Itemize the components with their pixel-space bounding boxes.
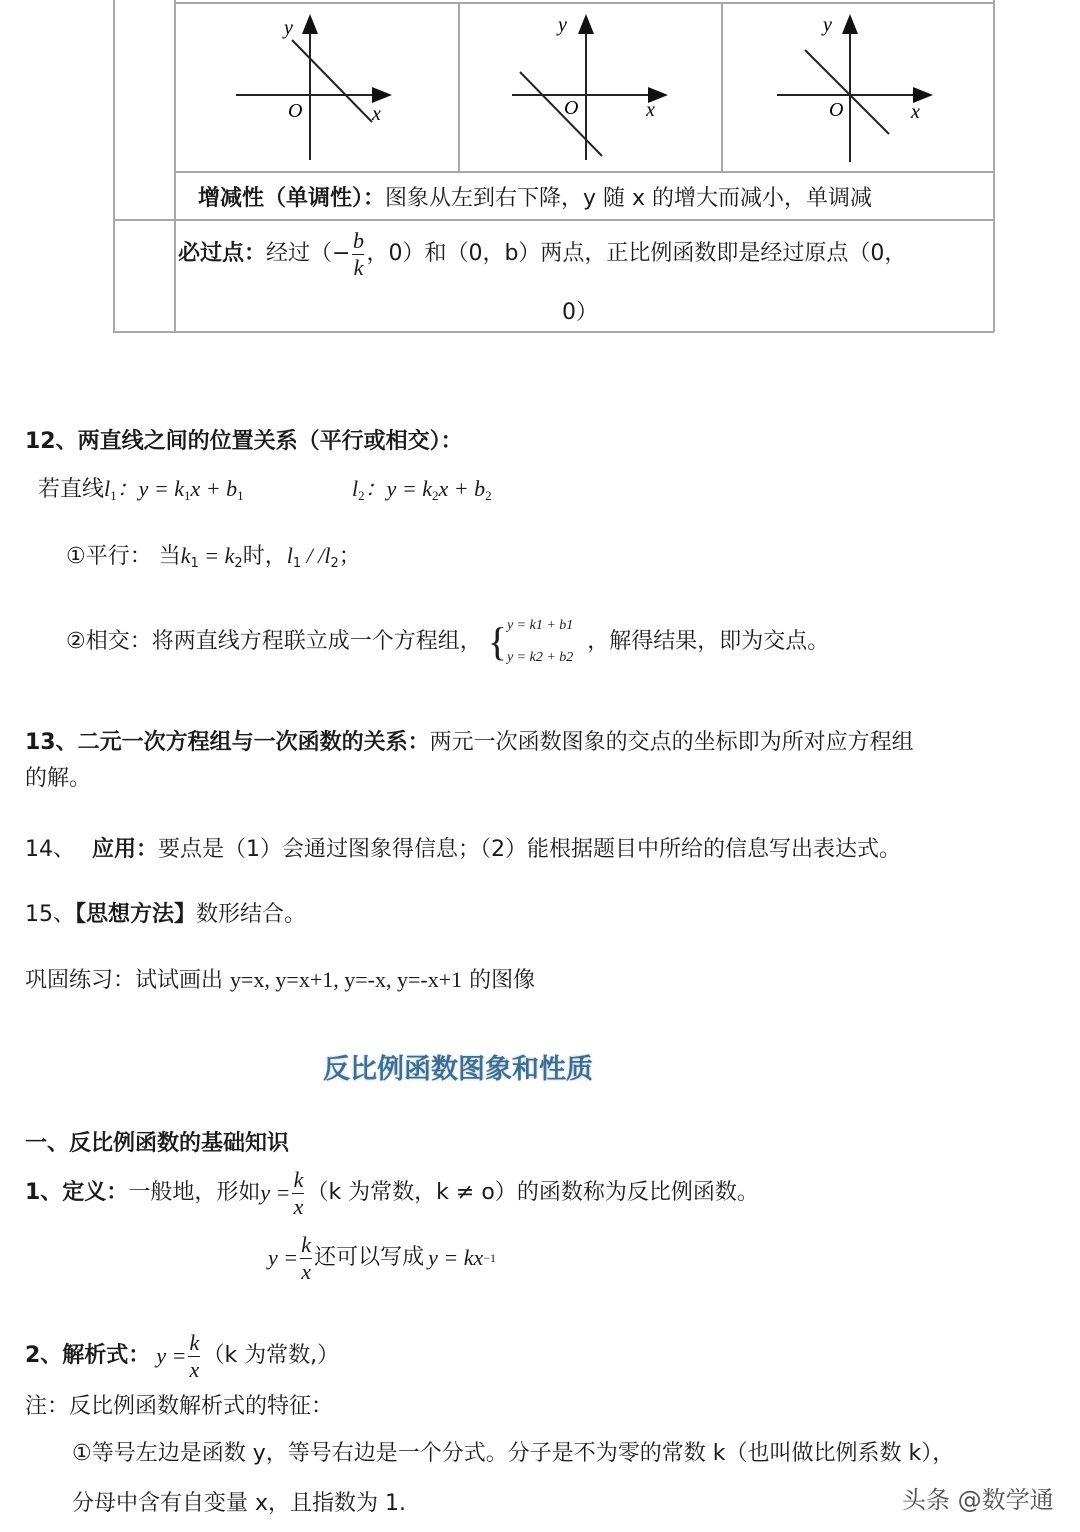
monotonicity-row — [198, 188, 872, 210]
svg-text:O: O — [829, 99, 844, 121]
fraction-b-over-k: $\frac{b}{k}$ — [352, 227, 364, 280]
monotonicity-label: 增减性（单调性）： — [198, 186, 386, 211]
brace-icon: { — [487, 619, 507, 664]
section-13-line2: 的解。 — [25, 766, 92, 791]
inverse-basics-heading: 一、反比例函数的基础知识 — [25, 1131, 290, 1156]
inverse-alt-form: y = $\frac{k}{x}$ 还可以写成 y = kx −1 — [268, 1231, 497, 1284]
graph-2-decreasing-negative-intercept — [460, 4, 721, 170]
svg-text:y: y — [823, 14, 832, 36]
svg-text:y: y — [558, 14, 567, 36]
section-12-heading: 12、两直线之间的位置关系（平行或相交）： — [25, 429, 463, 454]
table-row-divider-graphs — [174, 171, 994, 173]
inverse-proportion-title: 反比例函数图象和性质 — [323, 1054, 593, 1085]
fraction-k-over-x-alt: $\frac{k}{x}$ — [301, 1231, 311, 1284]
table-border-bottom — [113, 331, 994, 333]
note-1-line1: ①等号左边是函数 y，等号右边是一个分式。分子是不为零的常数 k（也叫做比例系数 k）， — [72, 1441, 955, 1466]
note-heading: 注：反比例函数解析式的特征： — [25, 1394, 334, 1419]
svg-text:O: O — [564, 97, 579, 119]
section-13: 13、二元一次方程组与一次函数的关系：两元一次函数图象的交点的坐标即为所对应方程组 — [25, 730, 914, 755]
passing-points-text-after: ，0）和（0，b）两点，正比例函数即是经过原点（0， — [366, 241, 907, 266]
inverse-analytic-form: 2、解析式： y = $\frac{k}{x}$ （k 为常数,） — [25, 1329, 340, 1382]
line-equation-l2: $l_2$：$y = k_2x + b_2$ — [352, 476, 492, 503]
passing-points-label: 必过点： — [178, 241, 267, 266]
intersect-condition: ②相交： 将两直线方程联立成一个方程组， { y = k1 + b1 y = k2 + b2 ，解得结果，即为交点。 — [66, 618, 830, 665]
section-15: 15、【思想方法】数形结合。 — [25, 902, 307, 927]
passing-points-text-before: 经过（− — [266, 241, 351, 266]
watermark: 头条 @数学通 — [902, 1486, 1054, 1514]
line-equations: 若直线$l_1$：$y = k_1x + b_1$ — [38, 476, 244, 503]
table-row-divider-monotonicity — [113, 219, 994, 221]
parallel-condition: ①平行： 当$k_1 = k_2$时，$l_1 / /l_2$； — [66, 543, 361, 571]
equation-system: { y = k1 + b1 y = k2 + b2 — [487, 618, 574, 665]
monotonicity-text: 图象从左到右下降，y 随 x 的增大而减小，单调减 — [385, 186, 873, 211]
passing-points-line2: 0） — [562, 300, 598, 325]
fraction-k-over-x-analytic: $\frac{k}{x}$ — [189, 1329, 200, 1382]
section-14: 14、 应用：要点是（1）会通过图象得信息；（2）能根据题目中所给的信息写出表达式。 — [25, 837, 902, 862]
note-1-line2: 分母中含有自变量 x，且指数为 1. — [72, 1491, 406, 1516]
svg-text:y: y — [284, 17, 293, 39]
svg-text:x: x — [372, 103, 381, 125]
graph-1-decreasing-positive-intercept — [176, 4, 458, 170]
svg-text:O: O — [288, 100, 303, 122]
inverse-definition: 1、定义： 一般地，形如 y = $\frac{k}{x}$ （k 为常数，k ≠ o） 的函数称为反比例函数。 — [25, 1166, 759, 1219]
table-border-left-outer — [113, 0, 115, 332]
passing-points-row — [178, 229, 906, 279]
table-border-right — [993, 0, 995, 332]
graph-3-direct-proportion-through-origin — [723, 4, 993, 170]
practice-exercise: 巩固练习：试试画出 y=x, y=x+1, y=-x, y=-x+1 的图像 — [25, 967, 536, 993]
svg-text:x: x — [646, 99, 655, 121]
svg-text:x: x — [911, 101, 920, 123]
fraction-k-over-x: $\frac{k}{x}$ — [293, 1166, 304, 1219]
